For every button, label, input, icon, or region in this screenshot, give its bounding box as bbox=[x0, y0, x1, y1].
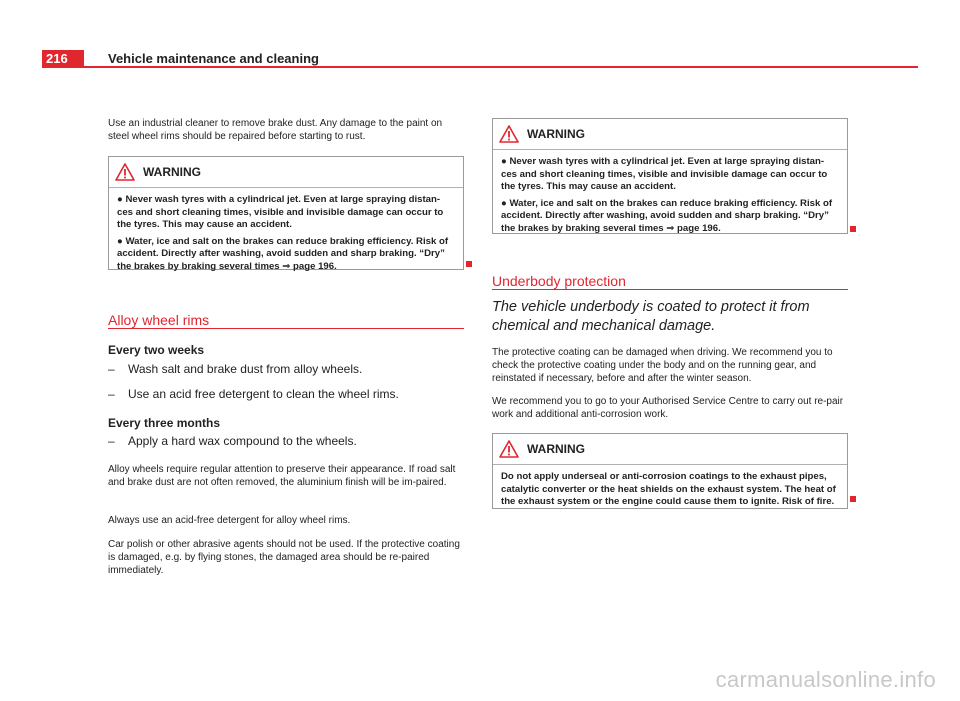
warning-item: ● Never wash tyres with a cylindrical jet. Even at large spraying distan-ces and short cleaning times, visible and invisible damage can occur to the tyres. This may cause an accident. bbox=[117, 194, 444, 230]
header-divider bbox=[42, 66, 918, 68]
warning-header bbox=[493, 119, 847, 150]
page-title: Vehicle maintenance and cleaning bbox=[108, 51, 319, 66]
list-item: – Use an acid free detergent to clean the wheel rims. bbox=[108, 387, 399, 401]
warning-label: WARNING bbox=[143, 165, 201, 179]
section-end-marker bbox=[850, 496, 856, 502]
watermark: carmanualsonline.info bbox=[715, 667, 936, 692]
warning-item: ● Never wash tyres with a cylindrical jet. Even at large spraying distan-ces and short cleaning times, visible and invisible damage can occur to the tyres. This may cause an accident. bbox=[501, 156, 828, 192]
subheading-two-weeks: Every two weeks bbox=[108, 343, 205, 357]
list-item: – Apply a hard wax compound to the wheels. bbox=[108, 434, 357, 448]
warning-label: WARNING bbox=[527, 442, 585, 456]
alloy-paragraph: Always use an acid-free detergent for alloy wheel rims. bbox=[108, 515, 351, 526]
warning-body bbox=[493, 150, 847, 241]
section-end-marker bbox=[850, 226, 856, 232]
warning-triangle-icon bbox=[115, 163, 135, 181]
section-title-underbody: Underbody protection bbox=[492, 273, 626, 289]
intro-paragraph: Use an industrial cleaner to remove brake dust. Any damage to the paint on steel wheel rims should be repaired before starting to rust. bbox=[108, 118, 443, 142]
warning-box-right-top bbox=[492, 118, 848, 234]
warning-box-right-bottom bbox=[492, 433, 848, 509]
section-divider bbox=[108, 328, 464, 329]
warning-triangle-icon bbox=[499, 125, 519, 143]
underbody-paragraph: The protective coating can be damaged when driving. We recommend you to check the protective coating under the body and on the running gear, and reinstated if necessary, before and after the winter season. bbox=[492, 347, 833, 384]
warning-body bbox=[493, 465, 847, 515]
page-number: 216 bbox=[42, 50, 84, 67]
warning-triangle-icon bbox=[499, 440, 519, 458]
warning-header bbox=[109, 157, 463, 188]
section-intro: The vehicle underbody is coated to protect it from chemical and mechanical damage. bbox=[492, 299, 810, 334]
warning-box-left bbox=[108, 156, 464, 270]
list-item: – Wash salt and brake dust from alloy wheels. bbox=[108, 362, 363, 376]
warning-text: Do not apply underseal or anti-corrosion coatings to the exhaust pipes, catalytic converter or the heat shields on the exhaust system. The heat of the exhaust system or the engine could cause them to ignite. Risk of fire. bbox=[501, 471, 836, 507]
warning-label: WARNING bbox=[527, 127, 585, 141]
section-divider bbox=[492, 289, 848, 290]
alloy-paragraph: Alloy wheels require regular attention to preserve their appearance. If road salt and brake dust are not often removed, the aluminium finish will be im-paired. bbox=[108, 464, 456, 488]
underbody-paragraph: We recommend you to go to your Authorised Service Centre to carry out re-pair work and additional anti-corrosion work. bbox=[492, 396, 844, 420]
section-end-marker bbox=[466, 261, 472, 267]
warning-body bbox=[109, 188, 463, 279]
warning-header bbox=[493, 434, 847, 465]
subheading-three-months: Every three months bbox=[108, 416, 221, 430]
warning-item: ● Water, ice and salt on the brakes can reduce braking efficiency. Risk of accident. Directly after washing, avoid sudden and sharp braking. “Dry” the brakes by braking several times ⇒ page 196. bbox=[501, 197, 833, 234]
warning-item: ● Water, ice and salt on the brakes can reduce braking efficiency. Risk of accident. Directly after washing, avoid sudden and sharp braking. “Dry” the brakes by braking several times ⇒ page 196. bbox=[117, 235, 449, 272]
section-title-alloy: Alloy wheel rims bbox=[108, 312, 210, 328]
alloy-paragraph: Car polish or other abrasive agents should not be used. If the protective coating is damaged, e.g. by flying stones, the damaged area should be re-paired immediately. bbox=[108, 539, 460, 576]
